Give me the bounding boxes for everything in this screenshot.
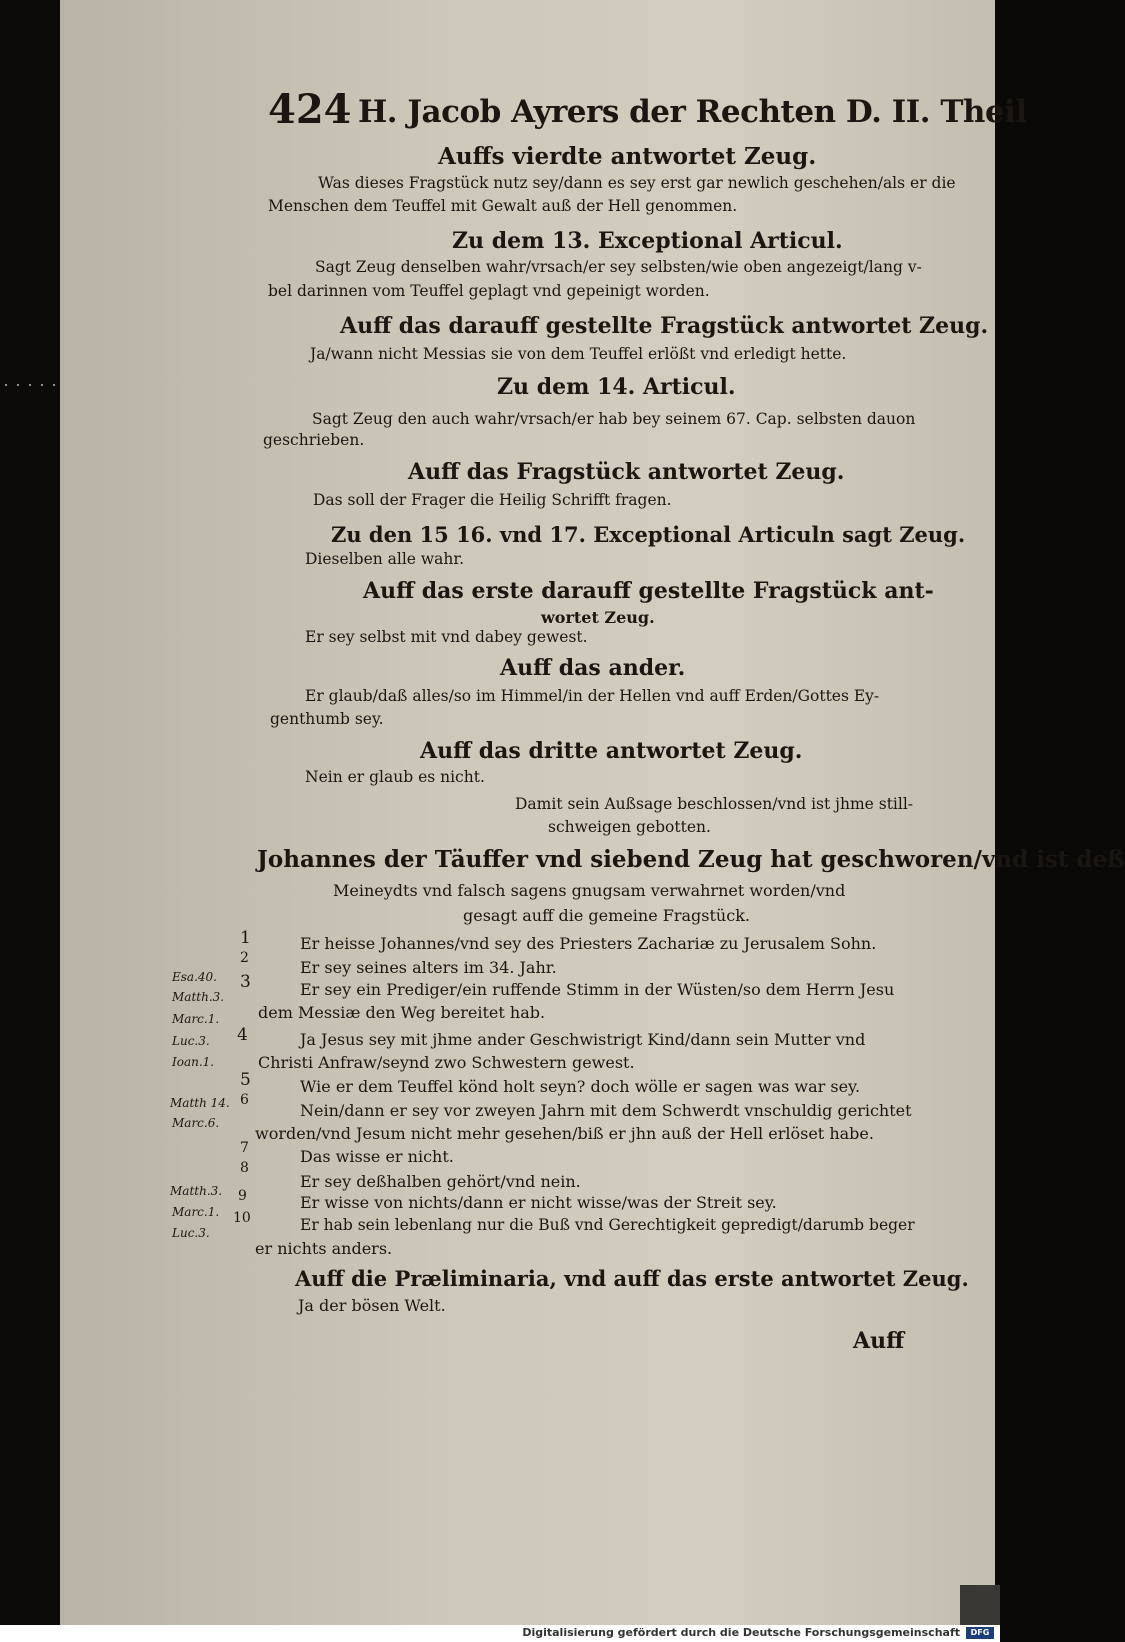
heading: Auff das Fragstück antwortet Zeug.: [408, 459, 845, 485]
footer-credit: Digitalisierung gefördert durch die Deutsche Forschungsgemeinschaft: [522, 1626, 960, 1639]
margin-note: Marc.6.: [172, 1116, 220, 1130]
margin-note: Marc.1.: [172, 1012, 220, 1026]
heading: Auff das ander.: [500, 655, 686, 681]
item-number: 4: [237, 1025, 248, 1045]
margin-note: Matth 14.: [170, 1096, 230, 1110]
text-line: Nein er glaub es nicht.: [305, 768, 485, 786]
item-number: 5: [240, 1070, 251, 1090]
text-line: Sagt Zeug den auch wahr/vrsach/er hab bey seinem 67. Cap. selbsten dauon: [312, 410, 916, 428]
item-number: 3: [240, 972, 251, 992]
text-line: Er hab sein lebenlang nur die Buß vnd Gerechtigkeit gepredigt/darumb beger: [300, 1216, 915, 1234]
text-line: Dieselben alle wahr.: [305, 550, 465, 568]
text-line: Wie er dem Teuffel könd holt seyn? doch wölle er sagen was war sey.: [300, 1077, 861, 1096]
text-line: Was dieses Fragstück nutz sey/dann es sey erst gar newlich geschehen/als er die: [318, 174, 956, 192]
scan-corner: [960, 1585, 1000, 1625]
text-line: Sagt Zeug denselben wahr/vrsach/er sey selbsten/wie oben angezeigt/lang v-: [315, 258, 922, 276]
text-line: bel darinnen vom Teuffel geplagt vnd gepeinigt worden.: [268, 282, 710, 300]
text-line: dem Messiæ den Weg bereitet hab.: [258, 1003, 546, 1022]
margin-note: Ioan.1.: [172, 1055, 215, 1069]
text-line: Meineydts vnd falsch sagens gnugsam verwahrnet worden/vnd: [333, 881, 846, 900]
text-line: schweigen gebotten.: [548, 818, 711, 836]
text-line: Ja Jesus sey mit jhme ander Geschwistrigt Kind/dann sein Mutter vnd: [300, 1030, 866, 1049]
item-number: 6: [240, 1092, 249, 1108]
margin-note: Luc.3.: [172, 1034, 210, 1048]
item-number: 8: [240, 1160, 249, 1176]
text-line: Das soll der Frager die Heilig Schrifft fragen.: [313, 491, 672, 509]
text-line: Er sey ein Prediger/ein ruffende Stimm in der Wüsten/so dem Herrn Jesu: [300, 980, 895, 999]
text-line: Ja/wann nicht Messias sie von dem Teuffel erlößt vnd erledigt hette.: [310, 345, 847, 363]
text-line: gesagt auff die gemeine Fragstück.: [463, 906, 750, 925]
text-line: er nichts anders.: [255, 1239, 393, 1258]
heading: Auffs vierdte antwortet Zeug.: [438, 143, 817, 170]
margin-note: Marc.1.: [172, 1205, 220, 1219]
page-number: 424: [268, 86, 352, 133]
margin-note: Esa.40.: [172, 970, 217, 984]
text-line: Er glaub/daß alles/so im Himmel/in der Hellen vnd auff Erden/Gottes Ey-: [305, 687, 880, 705]
footer-bar: [0, 1625, 1000, 1642]
running-title: H. Jacob Ayrers der Rechten D. II. Theil: [358, 94, 1027, 130]
text-line: Damit sein Außsage beschlossen/vnd ist jhme still-: [515, 795, 914, 813]
item-number: 9: [238, 1188, 247, 1204]
heading: Auff das darauff gestellte Fragstück antwortet Zeug.: [340, 313, 989, 339]
text-line: geschrieben.: [263, 431, 365, 449]
margin-note: Luc.3.: [172, 1226, 210, 1240]
item-number: 1: [240, 928, 251, 948]
text-line: worden/vnd Jesum nicht mehr gesehen/biß er jhn auß der Hell erlöset habe.: [255, 1124, 874, 1143]
text-line: Ja der bösen Welt.: [298, 1296, 446, 1315]
item-number: 7: [240, 1140, 249, 1156]
text-line: Er heisse Johannes/vnd sey des Priesters Zachariæ zu Jerusalem Sohn.: [300, 934, 877, 953]
text-line: genthumb sey.: [270, 710, 384, 728]
text-line: Christi Anfraw/seynd zwo Schwestern gewest.: [258, 1053, 635, 1072]
text-line: Er sey seines alters im 34. Jahr.: [300, 958, 557, 977]
heading: Auff das dritte antwortet Zeug.: [420, 738, 803, 764]
text-line: Menschen dem Teuffel mit Gewalt auß der Hell genommen.: [268, 197, 738, 215]
text-line: Er sey deßhalben gehört/vnd nein.: [300, 1172, 581, 1191]
dotted-guide: [0, 384, 60, 386]
heading: Auff die Præliminaria, vnd auff das erste antwortet Zeug.: [295, 1266, 969, 1291]
text-line: Er wisse von nichts/dann er nicht wisse/was der Streit sey.: [300, 1193, 777, 1212]
item-number: 2: [240, 950, 249, 966]
text-line: Nein/dann er sey vor zweyen Jahrn mit dem Schwerdt vnschuldig gerichtet: [300, 1101, 912, 1120]
catchword: Auff: [853, 1328, 905, 1354]
margin-note: Matth.3.: [170, 1184, 223, 1198]
heading: wortet Zeug.: [541, 608, 655, 627]
item-number: 10: [233, 1210, 251, 1226]
dfg-logo: DFG: [966, 1627, 994, 1639]
text-line: Er sey selbst mit vnd dabey gewest.: [305, 628, 588, 646]
heading: Auff das erste darauff gestellte Fragstück ant-: [363, 578, 934, 604]
text-line: Das wisse er nicht.: [300, 1147, 454, 1166]
heading: Zu dem 13. Exceptional Articul.: [452, 228, 843, 254]
heading: Zu dem 14. Articul.: [497, 374, 736, 400]
section-heading: Johannes der Täuffer vnd siebend Zeug hat geschworen/vnd ist deß: [257, 846, 1125, 873]
heading: Zu den 15 16. vnd 17. Exceptional Articuln sagt Zeug.: [331, 522, 966, 547]
margin-note: Matth.3.: [172, 990, 225, 1004]
